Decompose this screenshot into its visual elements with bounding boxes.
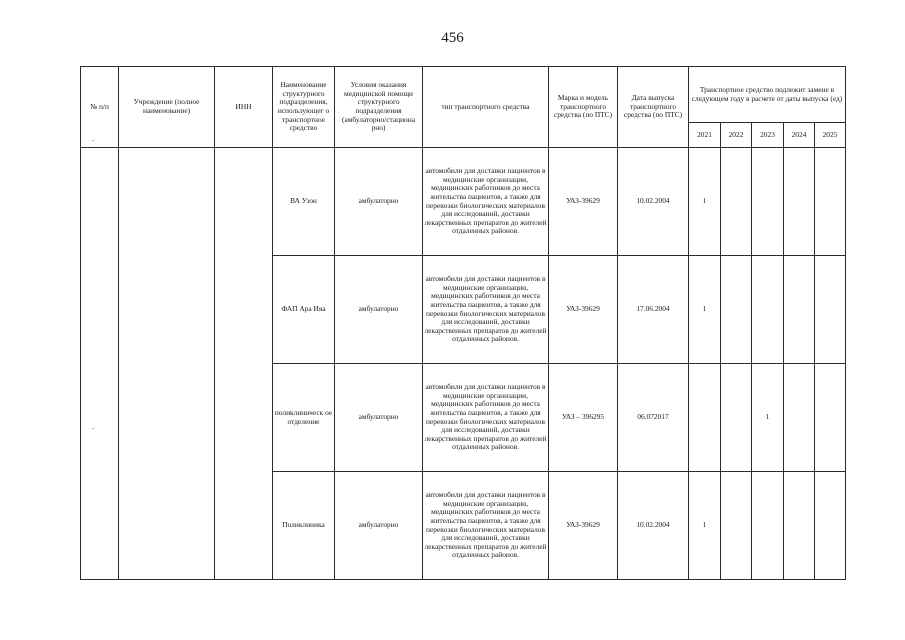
cell-2025 (815, 472, 846, 580)
cell-2024 (784, 256, 815, 364)
header-model: Марка и модель транспортного средства (по ПТС) (549, 67, 618, 148)
cell-2023 (752, 256, 784, 364)
cell-2024 (784, 364, 815, 472)
cell-2025 (815, 148, 846, 256)
header-replacement: Транспортное средство подлежит замене в следующем году в расчете от даты выпуска (ед) (689, 67, 846, 123)
cell-vehicle-type: автомобили для доставки пациентов в медицинские организации, медицинских работников до места жительства пациентов, а также для перевозки биологических материалов для исследований, доставки лекарственных препаратов до жителей отдаленных районов. (423, 364, 549, 472)
header-conditions: Условия оказания медицинской помощи структурного подразделения (амбулаторно/стациона рно) (335, 67, 423, 148)
header-inn: ИНН (215, 67, 273, 148)
cell-division: ВА Узон (273, 148, 335, 256)
header-vehicle-type: тип транспортного средства (423, 67, 549, 148)
cell-conditions: амбулаторно (335, 256, 423, 364)
cell-2021: 1 (689, 472, 721, 580)
vehicle-table (80, 66, 846, 580)
cell-division: ФАП Ара Ияа (273, 256, 335, 364)
cell-division: поликлиническ ое отделение (273, 364, 335, 472)
cell-conditions: амбулаторно (335, 148, 423, 256)
dash-mark: - (92, 424, 95, 432)
cell-2023 (752, 148, 784, 256)
header-year: 2024 (784, 123, 815, 148)
cell-vehicle-type: автомобили для доставки пациентов в медицинские организации, медицинских работников до места жительства пациентов, а также для перевозки биологических материалов для исследований, доставки лекарственных препаратов до жителей отдаленных районов. (423, 256, 549, 364)
cell-2021: 1 (689, 256, 721, 364)
cell-conditions: амбулаторно (335, 472, 423, 580)
cell-2023 (752, 472, 784, 580)
cell-2023: 1 (752, 364, 784, 472)
cell-2022 (721, 364, 752, 472)
cell-2024 (784, 148, 815, 256)
cell-inn (215, 148, 273, 580)
cell-model: УАЗ-39629 (549, 256, 618, 364)
cell-2025 (815, 364, 846, 472)
cell-2022 (721, 148, 752, 256)
header-num: № п/п (81, 67, 119, 148)
dash-mark: - (92, 136, 95, 144)
cell-date: 06.072017 (618, 364, 689, 472)
cell-conditions: амбулаторно (335, 364, 423, 472)
cell-2025 (815, 256, 846, 364)
header-year: 2025 (815, 123, 846, 148)
header-year: 2022 (721, 123, 752, 148)
cell-vehicle-type: автомобили для доставки пациентов в медицинские организации, медицинских работников до места жительства пациентов, а также для перевозки биологических материалов для исследований, доставки лекарственных препаратов до жителей отдаленных районов. (423, 148, 549, 256)
cell-institution (119, 148, 215, 580)
cell-division: Поликлиника (273, 472, 335, 580)
cell-date: 10.02.2004 (618, 148, 689, 256)
cell-2021 (689, 364, 721, 472)
cell-date: 17.06.2004 (618, 256, 689, 364)
cell-2022 (721, 472, 752, 580)
header-division: Наименование структурного подразделения, использующег о транспортное средство (273, 67, 335, 148)
header-year: 2023 (752, 123, 784, 148)
cell-num (81, 148, 119, 580)
cell-date: 10.02.2004 (618, 472, 689, 580)
header-row (81, 67, 846, 123)
cell-vehicle-type: автомобили для доставки пациентов в медицинские организации, медицинских работников до места жительства пациентов, а также для перевозки биологических материалов для исследований, доставки лекарственных препаратов до жителей отдаленных районов. (423, 472, 549, 580)
header-year: 2021 (689, 123, 721, 148)
page-number: 456 (441, 30, 464, 46)
cell-model: УАЗ-39629 (549, 148, 618, 256)
cell-2022 (721, 256, 752, 364)
cell-model: УАЗ-39629 (549, 472, 618, 580)
header-institution: Учреждение (полное наименование) (119, 67, 215, 148)
cell-2024 (784, 472, 815, 580)
table-row (81, 148, 846, 256)
header-date: Дата выпуска транспортного средства (по ПТС) (618, 67, 689, 148)
cell-model: УАЗ – 396295 (549, 364, 618, 472)
cell-2021: 1 (689, 148, 721, 256)
